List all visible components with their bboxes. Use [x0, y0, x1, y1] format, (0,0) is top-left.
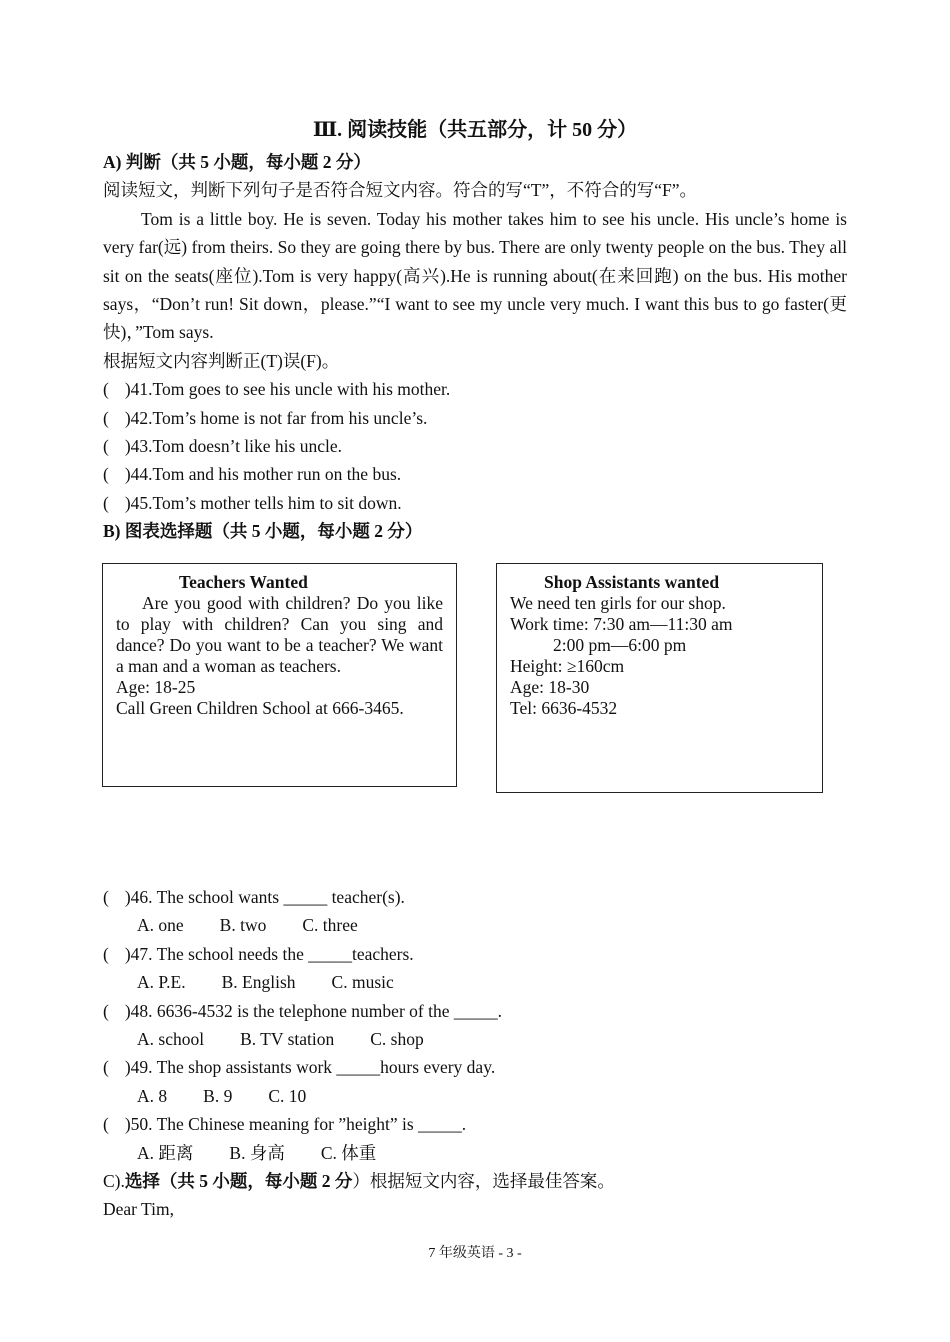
- question-48-options: [103, 1025, 847, 1053]
- ad-shop-line: 2:00 pm—6:00 pm: [553, 635, 687, 655]
- ad-shop-line: Age: 18-30: [510, 677, 590, 697]
- letter-greeting: Dear Tim,: [103, 1199, 174, 1220]
- question-49: ( )49. The shop assistants work _____hours every day.: [103, 1057, 496, 1078]
- ad-teachers-wanted: [102, 563, 457, 787]
- section-a-task: 根据短文内容判断正(T)误(F)。: [103, 350, 340, 371]
- option: B. 9: [203, 1085, 233, 1106]
- option: C. 体重: [320, 1142, 377, 1163]
- question-44: ( )44.Tom and his mother run on the bus.: [103, 464, 402, 485]
- section-a-heading: A) 判断（共 5 小题，每小题 2 分）: [103, 152, 371, 172]
- option: A. 距离: [137, 1142, 194, 1163]
- question-47: ( )47. The school needs the _____teachers.: [103, 943, 414, 964]
- ad-shop-line: Height: ≥160cm: [510, 656, 625, 676]
- option: A. P.E.: [137, 972, 186, 993]
- option: C. three: [302, 915, 358, 936]
- section-title: Ⅲ. 阅读技能（共五部分，计 50 分）: [312, 119, 638, 141]
- question-45: ( )45.Tom’s mother tells him to sit down.: [103, 492, 402, 513]
- option: C. 10: [268, 1085, 307, 1106]
- ad-teachers-age: Age: 18-25: [116, 677, 196, 697]
- question-48: ( )48. 6636-4532 is the telephone number of the _____.: [103, 1000, 502, 1021]
- question-50-options: [103, 1139, 847, 1167]
- reading-passage: Tom is a little boy. He is seven. Today his mother takes him to see his uncle. His uncle’s home is very far(远) from theirs. So they are going there by bus. There are only twenty people on the bus. They all sit on the seats(座位).Tom is very happy(高兴).He is running about(在来回跑) on the bus. His mother says，“Don’t run! Sit down，please.”“I want to see my uncle very much. I want this bus to go faster(更快)，”Tom says.: [103, 208, 847, 343]
- ad-teachers-call: Call Green Children School at 666-3465.: [116, 698, 404, 718]
- option: B. two: [219, 915, 267, 936]
- option: C. music: [331, 972, 394, 993]
- ad-teachers-body: Are you good with children? Do you like to play with children? Can you sing and dance? Do you want to be a teacher? We want a man and a woman as teachers.: [116, 593, 443, 676]
- section-a-instruction: 阅读短文，判断下列句子是否符合短文内容。符合的写“T”，不符合的写“F”。: [103, 180, 697, 201]
- question-49-options: [103, 1082, 847, 1110]
- option: C. shop: [370, 1029, 424, 1050]
- question-43: ( )43.Tom doesn’t like his uncle.: [103, 436, 342, 457]
- question-42: ( )42.Tom’s home is not far from his uncle’s.: [103, 407, 428, 428]
- ad-shop-assistants: [496, 563, 823, 793]
- ad-shop-title: Shop Assistants wanted: [544, 572, 720, 592]
- section-b-heading: B) 图表选择题（共 5 小题，每小题 2 分）: [103, 521, 423, 542]
- question-47-options: [103, 968, 847, 996]
- question-46-options: [103, 911, 847, 939]
- option: B. 身高: [229, 1142, 285, 1163]
- option: B. TV station: [240, 1029, 335, 1050]
- question-50: ( )50. The Chinese meaning for ”height” is _____.: [103, 1114, 467, 1135]
- page-content: [103, 116, 847, 546]
- ad-shop-line: We need ten girls for our shop.: [510, 593, 726, 613]
- option: A. one: [137, 915, 184, 936]
- ad-shop-line: Tel: 6636-4532: [510, 698, 618, 718]
- section-c-heading: C).选择（共 5 小题，每小题 2 分）根据短文内容，选择最佳答案。: [103, 1171, 615, 1192]
- page-footer: 7 年级英语 - 3 -: [428, 1246, 522, 1261]
- option: A. school: [137, 1029, 205, 1050]
- question-46: ( )46. The school wants _____ teacher(s).: [103, 887, 405, 907]
- section-b-questions: [103, 883, 847, 1224]
- ad-teachers-title: Teachers Wanted: [179, 572, 308, 592]
- question-41: ( )41.Tom goes to see his uncle with his mother.: [103, 379, 451, 400]
- option: B. English: [221, 972, 296, 993]
- ad-shop-line: Work time: 7:30 am—11:30 am: [510, 614, 733, 634]
- option: A. 8: [137, 1085, 168, 1106]
